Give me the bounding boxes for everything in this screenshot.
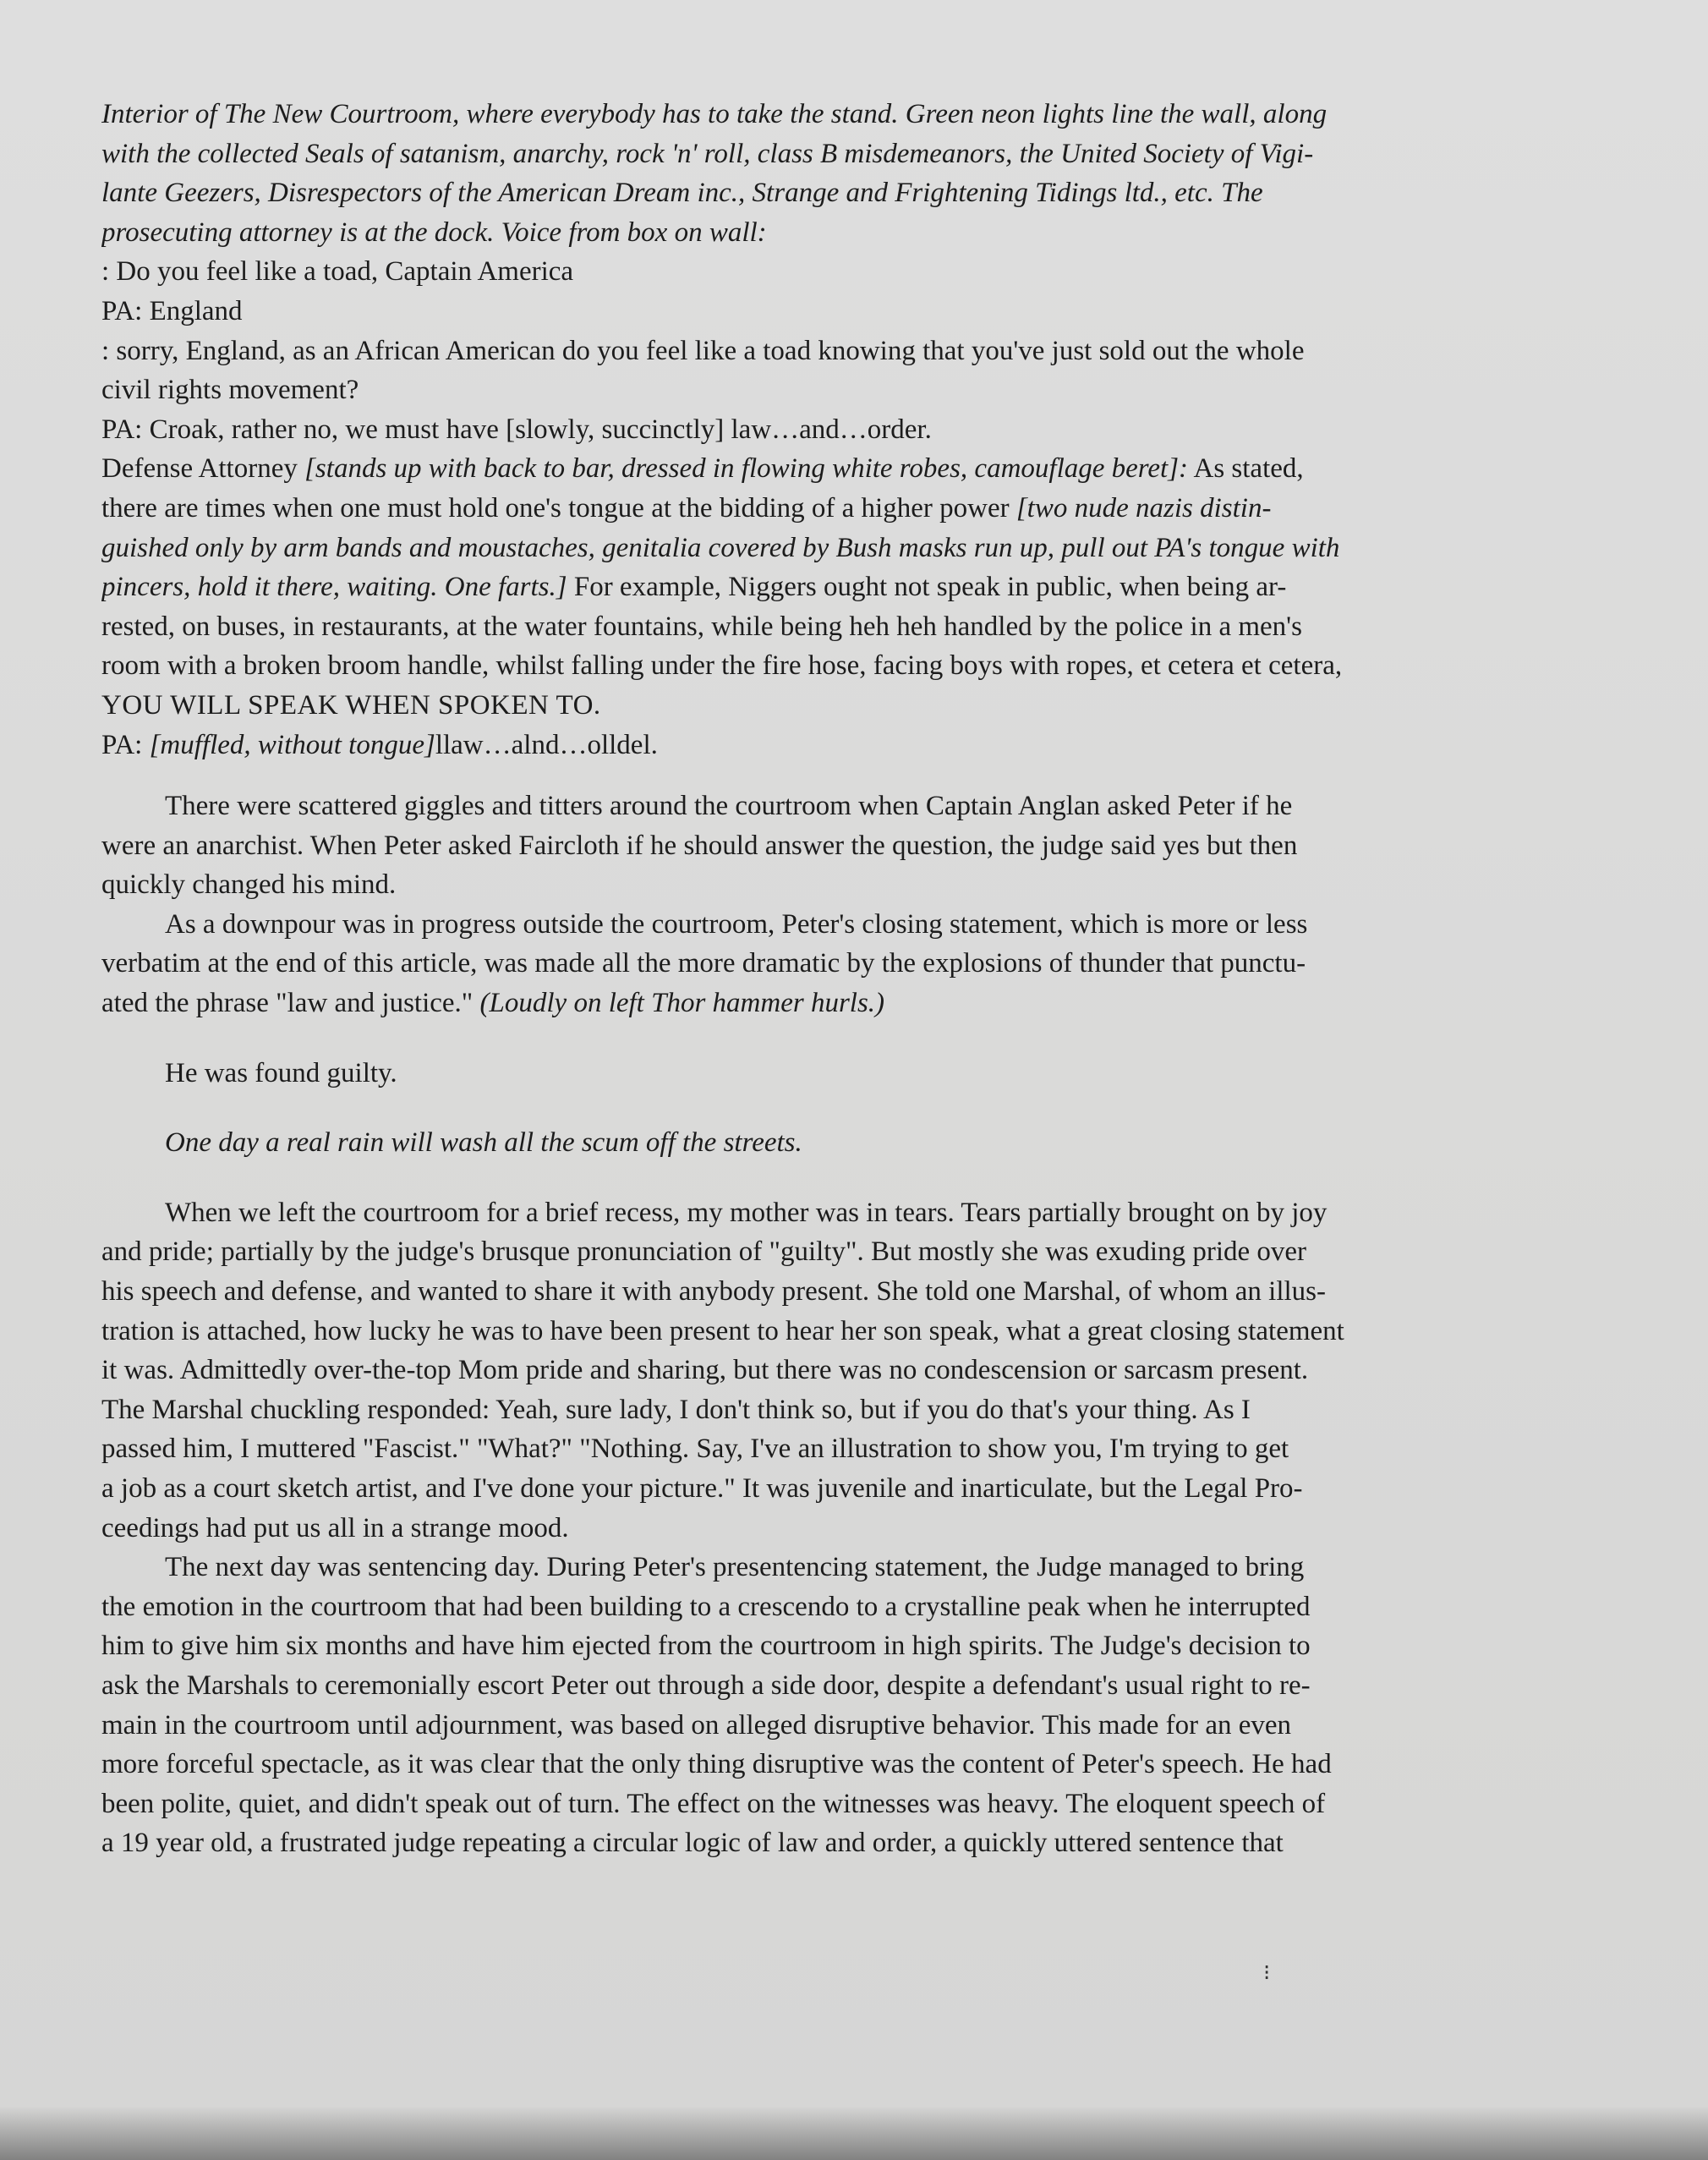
paragraph-recess: [101, 1193, 1492, 1548]
text-line: Interior of The New Courtroom, where everybody has to take the stand. Green neon lights line the wall, along: [101, 99, 1328, 129]
dialogue-line: : Do you feel like a toad, Captain America: [101, 256, 574, 288]
text-line: been polite, quiet, and didn't speak out of turn. The effect on the witnesses was heavy. The eloquent speech of: [101, 1788, 1326, 1819]
paragraph-sentencing: [101, 1548, 1492, 1863]
stage-direction-intro: [101, 95, 1492, 252]
dialogue-line: : sorry, England, as an African American do you feel like a toad knowing that you've just sold out the whole: [101, 335, 1305, 366]
text-line: and pride; partially by the judge's brusque pronunciation of "guilty". But mostly she was exuding pride over: [101, 1236, 1307, 1268]
text-line: the emotion in the courtroom that had been building to a crescendo to a crystalline peak when he interrupted: [101, 1591, 1311, 1622]
dialogue-line: room with a broken broom handle, whilst falling under the fire hose, facing boys with ropes, et cetera et cetera,: [101, 650, 1343, 682]
dialogue-line: PA: England: [101, 295, 243, 326]
text-line: prosecuting attorney is at the dock. Voice from box on wall:: [101, 217, 767, 248]
dialogue: [101, 252, 1492, 765]
speech-text: there are times when one must hold one's tongue at the bidding of a higher power: [101, 492, 1010, 524]
text-line: [101, 984, 1492, 1023]
text-line: quickly changed his mind.: [101, 869, 397, 901]
speaker-label: Defense Attorney: [101, 453, 298, 485]
page-bottom-shadow: [0, 2106, 1708, 2160]
dialogue-line: [101, 449, 1492, 489]
speech-text: For example, Niggers ought not speak in public, when being ar-: [573, 572, 1287, 603]
dialogue-line: rested, on buses, in restaurants, at the water fountains, while being heh heh handled by the police in a men's: [101, 611, 1302, 642]
quote-line: One day a real rain will wash all the scum off the streets.: [165, 1127, 802, 1159]
margin-mark: ⁝: [1263, 1960, 1271, 1985]
paragraph-anarchist: [101, 787, 1492, 905]
speech-text: llaw…alnd…olldel.: [435, 729, 658, 760]
text-line: a 19 year old, a frustrated judge repeating a circular logic of law and order, a quickly uttered sentence that: [101, 1828, 1284, 1859]
text-line: ceedings had put us all in a strange mood.: [101, 1512, 569, 1543]
text-line: tration is attached, how lucky he was to have been present to hear her son speak, what a great closing statement: [101, 1315, 1344, 1346]
document-body: [101, 95, 1492, 1863]
text-line: with the collected Seals of satanism, anarchy, rock 'n' roll, class B misdemeanors, the United Society of Vigi-: [101, 138, 1314, 169]
stage-direction: [muffled, without tongue]: [149, 729, 435, 760]
dialogue-line: [101, 567, 1492, 607]
dialogue-line: guished only by arm bands and moustaches, genitalia covered by Bush masks run up, pull out PA's tongue with: [101, 532, 1340, 563]
stage-direction: (Loudly on left Thor hammer hurls.): [479, 988, 885, 1019]
stage-direction: [two nude nazis distin-: [1015, 492, 1272, 524]
text-line: main in the courtroom until adjournment, was based on alleged disruptive behavior. This made for an even: [101, 1709, 1292, 1741]
text-line: a job as a court sketch artist, and I've done your picture." It was juvenile and inarticulate, but the Legal Pro-: [101, 1473, 1303, 1504]
speaker-label: PA:: [101, 729, 143, 760]
text-line: his speech and defense, and wanted to share it with anybody present. She told one Marshal, of whom an illus-: [101, 1276, 1326, 1308]
text-line: passed him, I muttered "Fascist." "What?" "Nothing. Say, I've an illustration to show you, I'm trying to get: [101, 1434, 1289, 1465]
stage-direction: pincers, hold it there, waiting. One farts.]: [101, 572, 567, 603]
text-line: ask the Marshals to ceremonially escort Peter out through a side door, despite a defendant's usual right to re-: [101, 1669, 1311, 1701]
text-line: lante Geezers, Disrespectors of the American Dream inc., Strange and Frightening Tidings ltd., etc. The: [101, 178, 1263, 209]
text-span: ated the phrase "law and justice.": [101, 988, 474, 1019]
dialogue-line: civil rights movement?: [101, 375, 359, 406]
text-line: The Marshal chuckling responded: Yeah, sure lady, I don't think so, but if you do that's your thing. As I: [101, 1394, 1251, 1425]
stage-direction: [stands up with back to bar, dressed in flowing white robes, camouflage beret]:: [304, 453, 1189, 485]
text-line: verbatim at the end of this article, was made all the more dramatic by the explosions of thunder that punctu-: [101, 948, 1306, 979]
dialogue-line: [101, 726, 1492, 765]
text-line: it was. Admittedly over-the-top Mom pride and sharing, but there was no condescension or sarcasm present.: [101, 1355, 1309, 1386]
text-line: There were scattered giggles and titters around the courtroom when Captain Anglan asked Peter if he: [165, 791, 1293, 822]
text-line: The next day was sentencing day. During Peter's presentencing statement, the Judge managed to bring: [165, 1552, 1305, 1583]
dialogue-line: YOU WILL SPEAK WHEN SPOKEN TO.: [101, 689, 601, 721]
text-line: When we left the courtroom for a brief recess, my mother was in tears. Tears partially brought on by joy: [165, 1197, 1328, 1228]
paragraph-downpour: [101, 905, 1492, 1023]
speech-text: As stated,: [1193, 453, 1304, 485]
text-line: As a downpour was in progress outside the courtroom, Peter's closing statement, which is more or less: [165, 908, 1308, 940]
text-line: him to give him six months and have him ejected from the courtroom in high spirits. The Judge's decision to: [101, 1631, 1311, 1662]
text-line: were an anarchist. When Peter asked Faircloth if he should answer the question, the judge said yes but then: [101, 830, 1298, 861]
text-line: more forceful spectacle, as it was clear that the only thing disruptive was the content of Peter's speech. He had: [101, 1749, 1332, 1780]
dialogue-line: [101, 489, 1492, 529]
dialogue-line: PA: Croak, rather no, we must have [slowly, succinctly] law…and…order.: [101, 414, 932, 445]
verdict-line: He was found guilty.: [165, 1057, 397, 1088]
